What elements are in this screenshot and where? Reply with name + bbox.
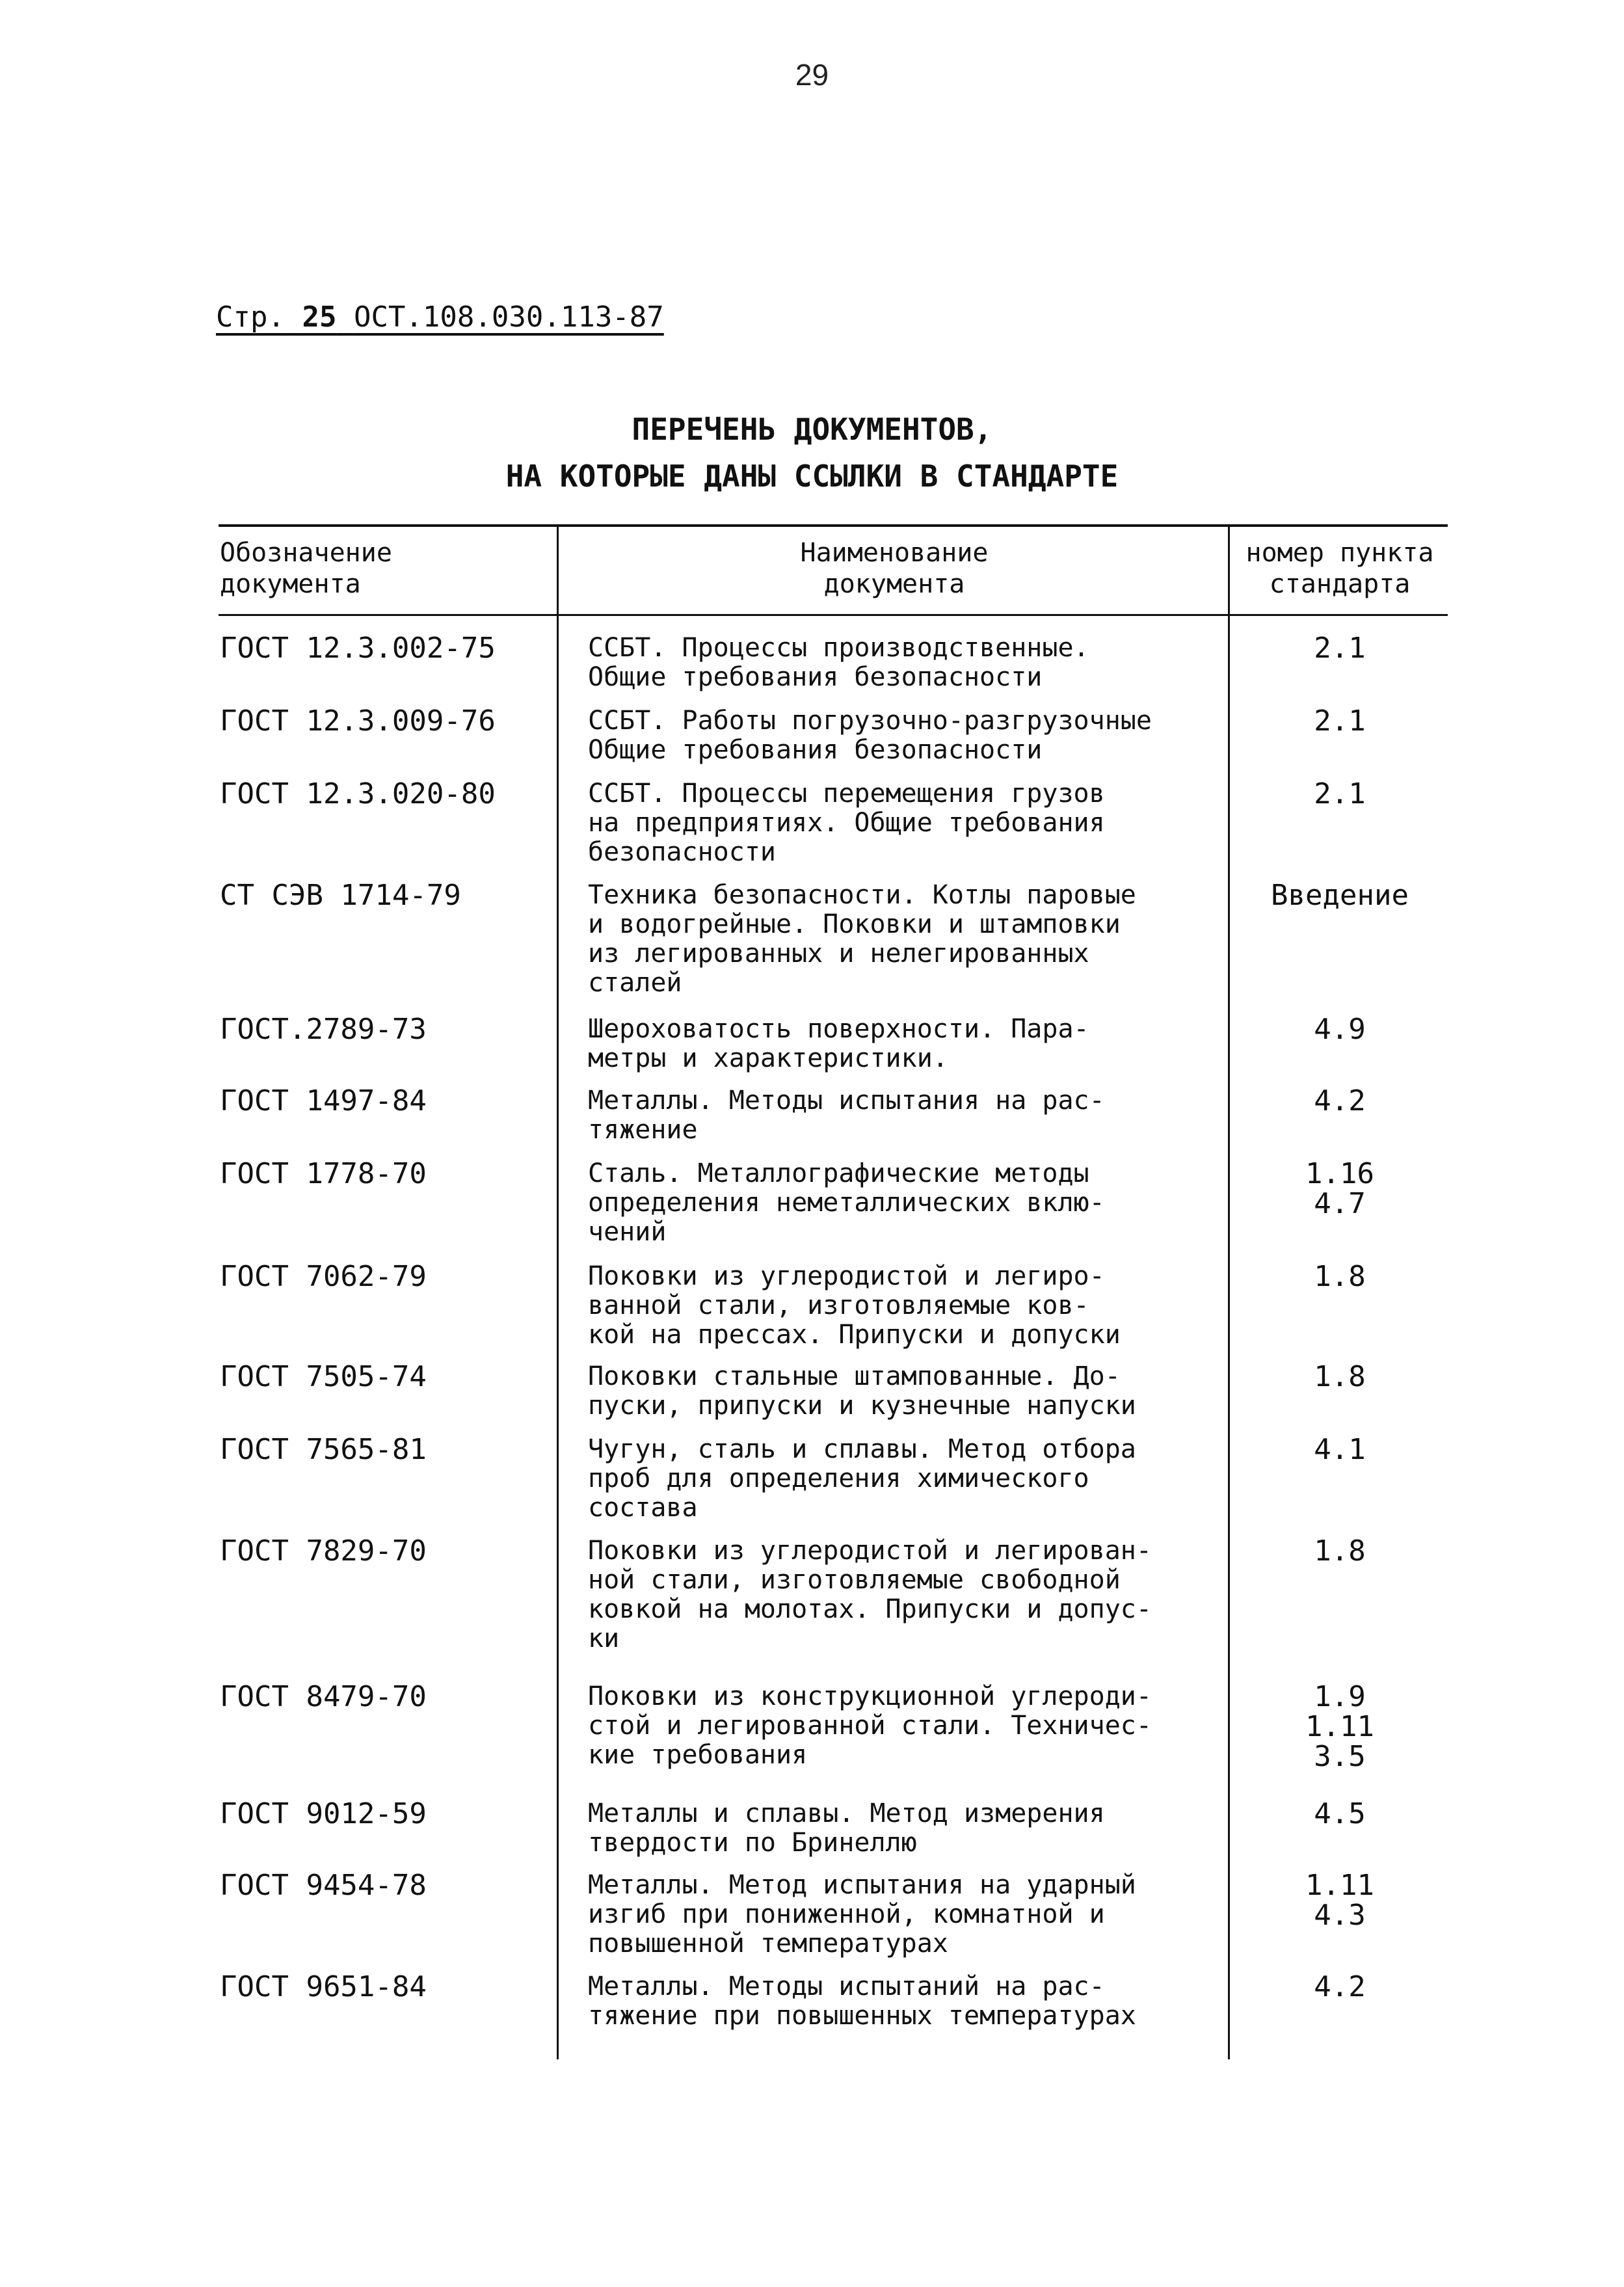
document-designation: ГОСТ 12.3.009-76 — [220, 704, 496, 738]
standard-clause: 1.8 — [1314, 1534, 1366, 1568]
document-designation: ГОСТ 12.3.020-80 — [220, 777, 496, 810]
document-designation: ГОСТ 9012-59 — [220, 1797, 427, 1830]
table-top-rule — [219, 524, 1448, 527]
standard-clause: 2.1 — [1314, 777, 1366, 810]
document-title-cell: Металлы. Метод испытания на ударный изгиб при пониженной, комнатной и повышенной температурах — [588, 1870, 1136, 1959]
column-divider-1 — [557, 524, 559, 2059]
standard-clause: 2.1 — [1314, 632, 1366, 665]
document-designation: ГОСТ 8479-70 — [220, 1680, 427, 1713]
page-prefix: Стр. — [216, 301, 285, 334]
document-designation: ГОСТ 7062-79 — [220, 1260, 427, 1293]
standard-clause: 1.11 4.3 — [1305, 1869, 1374, 1932]
document-title-cell: ССБТ. Процессы перемещения грузов на предприятиях. Общие требования безопасности — [588, 779, 1105, 867]
document-title-cell: ССБТ. Работы погрузочно-разгрузочные Общие требования безопасности — [588, 706, 1152, 765]
column-divider-2 — [1228, 524, 1230, 2059]
standard-clause: 1.8 — [1314, 1260, 1366, 1293]
document-title-cell: Поковки из углеродистой и легиро- ванной стали, изготовляемые ков- кой на прессах. Припуски и допуски — [588, 1261, 1121, 1350]
document-designation: ГОСТ 7565-81 — [220, 1433, 427, 1466]
standard-clause: 4.2 — [1314, 1084, 1366, 1117]
document-designation: ГОСТ 9651-84 — [220, 1970, 427, 2003]
document-title-cell: Металлы. Методы испытаний на рас- тяжение при повышенных температурах — [588, 1972, 1136, 2031]
document-title-cell: Металлы. Методы испытания на рас- тяжение — [588, 1086, 1105, 1145]
column-header-designation: Обозначение документа — [220, 538, 392, 599]
standard-clause: 1.8 — [1314, 1360, 1366, 1393]
document-title — [0, 406, 1624, 500]
document-title-cell: Поковки из углеродистой и легирован- ной стали, изготовляемые свободной ковкой на молотах. Припуски и допус- ки — [588, 1536, 1152, 1653]
column-header-clause: номер пункта стандарта — [1245, 538, 1434, 599]
document-title-cell: Шероховатость поверхности. Пара- метры и характеристики. — [588, 1014, 1089, 1073]
document-title-cell: Металлы и сплавы. Метод измерения твердости по Бринеллю — [588, 1799, 1105, 1858]
document-title-cell: Чугун, сталь и сплавы. Метод отбора проб для определения химического состава — [588, 1434, 1136, 1523]
standard-clause: 1.16 4.7 — [1305, 1157, 1374, 1220]
document-designation: ГОСТ 1497-84 — [220, 1084, 427, 1117]
document-title-cell: Поковки стальные штампованные. До- пуски, припуски и кузнечные напуски — [588, 1361, 1136, 1421]
document-designation: ГОСТ 12.3.002-75 — [220, 632, 496, 665]
column-header-title: Наименование документа — [800, 538, 989, 599]
standard-clause: 1.9 1.11 3.5 — [1305, 1680, 1374, 1773]
standard-clause: 4.2 — [1314, 1970, 1366, 2003]
document-title-cell: ССБТ. Процессы производственные. Общие требования безопасности — [588, 633, 1089, 692]
document-designation: ГОСТ 1778-70 — [220, 1157, 427, 1190]
document-title-cell: Техника безопасности. Котлы паровые и водогрейные. Поковки и штамповки из легированных и нелегированных сталей — [588, 880, 1136, 998]
standard-clause: 4.1 — [1314, 1433, 1366, 1466]
document-designation: ГОСТ 7829-70 — [220, 1534, 427, 1568]
document-designation: СТ СЭВ 1714-79 — [220, 879, 461, 912]
page-ref-number: 25 — [302, 301, 337, 334]
standard-code: ОСТ.108.030.113-87 — [353, 301, 664, 334]
standard-clause: 4.5 — [1314, 1797, 1366, 1830]
document-designation: ГОСТ 9454-78 — [220, 1869, 427, 1902]
document-title-cell: Поковки из конструкционной углероди- стой и легированной стали. Техничес- кие требования — [588, 1681, 1152, 1770]
page-number: 29 — [795, 58, 829, 92]
title-line-1: ПЕРЕЧЕНЬ ДОКУМЕНТОВ, — [632, 412, 992, 447]
title-line-2: НА КОТОРЫЕ ДАНЫ ССЫЛКИ В СТАНДАРТЕ — [505, 459, 1119, 494]
table-header-rule — [219, 614, 1448, 616]
document-title-cell: Сталь. Металлографические методы определения неметаллических вклю- чений — [588, 1158, 1105, 1247]
document-designation: ГОСТ.2789-73 — [220, 1013, 427, 1046]
standard-clause: Введение — [1271, 879, 1409, 912]
document-designation: ГОСТ 7505-74 — [220, 1360, 427, 1393]
standard-clause: 4.9 — [1314, 1013, 1366, 1046]
standard-clause: 2.1 — [1314, 704, 1366, 738]
document-reference — [216, 301, 664, 334]
